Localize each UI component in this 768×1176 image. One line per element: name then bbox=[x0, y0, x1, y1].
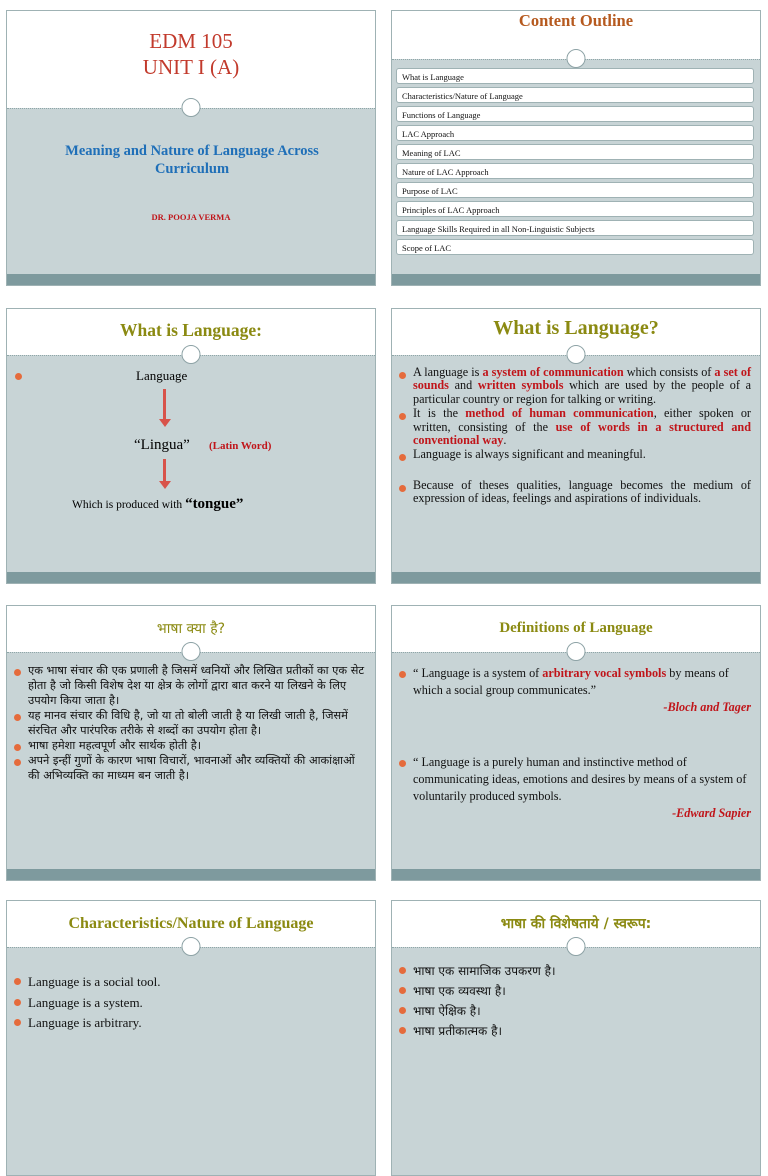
slide-title bbox=[6, 10, 376, 286]
arrow-down-icon bbox=[163, 459, 166, 481]
slide-content-outline bbox=[391, 10, 761, 286]
outline-item: Scope of LAC bbox=[396, 239, 754, 255]
divider-circle bbox=[182, 98, 201, 117]
word-tongue: “tongue” bbox=[185, 496, 244, 512]
bullet-item: भाषा हमेशा महत्वपूर्ण और सार्थक होती है। bbox=[14, 738, 366, 753]
slide-definitions bbox=[391, 605, 761, 881]
definition-author: -Bloch and Tager bbox=[663, 700, 751, 714]
slide-what-is-language-etymology bbox=[6, 308, 376, 584]
slide-bhasha-kya-hai bbox=[6, 605, 376, 881]
arrow-down-icon-head bbox=[159, 481, 171, 489]
outline-item: Characteristics/Nature of Language bbox=[396, 87, 754, 103]
bullet-list bbox=[399, 961, 751, 1041]
arrow-down-icon-head bbox=[159, 419, 171, 427]
divider-circle bbox=[567, 345, 586, 364]
bullet-item: एक भाषा संचार की एक प्रणाली है जिसमें ध्वनियों और लिखित प्रतीकों का एक सेट होता है जो किसी विशेष देश या क्षेत्र के लोगों द्वारा बात करने या लिखने के लिए उपयोग किया जाता है। bbox=[14, 663, 366, 708]
divider-circle bbox=[567, 49, 586, 68]
slide-subtitle: Meaning and Nature of Language Across Curriculum bbox=[65, 143, 319, 177]
author-name: DR. POOJA VERMA bbox=[151, 212, 231, 222]
outline-item: Functions of Language bbox=[396, 106, 754, 122]
bullet-item: यह मानव संचार की विधि है, जो या तो बोली जाती है या लिखी जाती है, जिसमें संरचित और पारंपरिक तरीके से शब्दों का उपयोग होता है। bbox=[14, 708, 366, 738]
definition-list bbox=[399, 665, 751, 822]
word-lingua: “Lingua” bbox=[134, 437, 190, 453]
bullet-item: It is the method of human communication, either spoken or written, consisting of the use of words in a structured and conventional way. bbox=[399, 407, 751, 447]
slide-heading: What is Language: bbox=[120, 320, 262, 340]
bullet-item: भाषा ऐक्षिक है। bbox=[399, 1001, 751, 1021]
bullet-item: Language is arbitrary. bbox=[14, 1013, 366, 1034]
bullet-list bbox=[14, 972, 366, 1034]
produced-label: Which is produced with bbox=[72, 499, 183, 511]
slide-bhasha-visheshtaye bbox=[391, 900, 761, 1176]
slide-heading: भाषा की विशेषताये / स्वरूप: bbox=[500, 916, 652, 932]
bullet-dot bbox=[15, 373, 22, 380]
bullet-item: A language is a system of communication which consists of a set of sounds and written symbols which are used by the people of a particular country or region for talking or writing. bbox=[399, 366, 751, 406]
divider-circle bbox=[182, 345, 201, 364]
course-code: EDM 105 bbox=[149, 29, 233, 53]
word-language: Language bbox=[136, 368, 188, 383]
outline-item: Nature of LAC Approach bbox=[396, 163, 754, 179]
divider-circle bbox=[182, 937, 201, 956]
definition-author: -Edward Sapier bbox=[672, 806, 751, 820]
bullet-item: भाषा एक सामाजिक उपकरण है। bbox=[399, 961, 751, 981]
divider-circle bbox=[182, 642, 201, 661]
definition-item: “ Language is a purely human and instinctive method of communicating ideas, emotions and desires by means of a system of voluntarily produced symbols. bbox=[399, 754, 751, 805]
outline-item: Principles of LAC Approach bbox=[396, 201, 754, 217]
outline-item: LAC Approach bbox=[396, 125, 754, 141]
outline-item: Purpose of LAC bbox=[396, 182, 754, 198]
produced-with-text bbox=[72, 496, 243, 513]
slide-heading: Characteristics/Nature of Language bbox=[68, 915, 314, 932]
slide-heading: भाषा क्या है? bbox=[156, 621, 226, 637]
bullet-list bbox=[399, 366, 751, 506]
slide-what-is-language bbox=[391, 308, 761, 584]
latin-word-label: (Latin Word) bbox=[209, 440, 272, 452]
outline-item: Meaning of LAC bbox=[396, 144, 754, 160]
definition-item: “ Language is a system of arbitrary vocal symbols by means of which a social group communicates.” bbox=[399, 665, 751, 699]
slide-heading: Content Outline bbox=[518, 11, 634, 30]
bullet-item: Language is a social tool. bbox=[14, 972, 366, 993]
outline-item: Language Skills Required in all Non-Linguistic Subjects bbox=[396, 220, 754, 236]
bullet-item: Language is always significant and meaningful. bbox=[399, 448, 751, 461]
slide-heading: Definitions of Language bbox=[499, 620, 653, 636]
slide-characteristics bbox=[6, 900, 376, 1176]
bullet-list bbox=[14, 663, 366, 783]
unit-title: UNIT I (A) bbox=[142, 55, 240, 79]
bullet-item: भाषा एक व्यवस्था है। bbox=[399, 981, 751, 1001]
arrow-down-icon bbox=[163, 389, 166, 419]
bullet-item: Because of theses qualities, language becomes the medium of expression of ideas, feelings and aspirations of individuals. bbox=[399, 479, 751, 506]
divider-circle bbox=[567, 937, 586, 956]
divider-circle bbox=[567, 642, 586, 661]
bullet-item: अपने इन्हीं गुणों के कारण भाषा विचारों, भावनाओं और व्यक्तियों की आकांक्षाओं की अभिव्यक्ति का माध्यम बन जाती है। bbox=[14, 753, 366, 783]
bullet-item: Language is a system. bbox=[14, 993, 366, 1014]
slide-heading: What is Language? bbox=[493, 317, 659, 339]
bullet-item: भाषा प्रतीकात्मक है। bbox=[399, 1021, 751, 1041]
outline-item: What is Language bbox=[396, 68, 754, 84]
